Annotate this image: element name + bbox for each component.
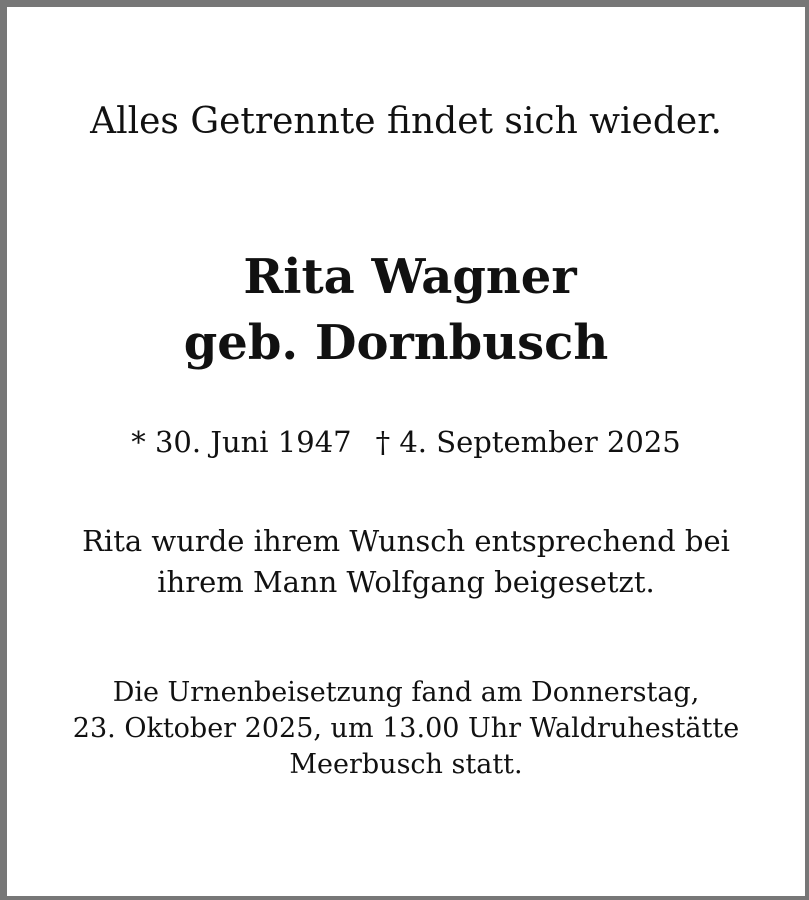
deceased-name: Rita Wagner — [243, 249, 577, 305]
burial-text-line-1: Rita wurde ihrem Wunsch entsprechend bei — [82, 524, 730, 558]
motto-text: Alles Getrennte findet sich wieder. — [90, 101, 722, 142]
life-dates — [7, 423, 805, 461]
urn-burial-line-2: 23. Oktober 2025, um 13.00 Uhr Waldruhestätte — [72, 713, 740, 744]
urn-burial-line-3: Meerbusch statt. — [289, 749, 523, 780]
urn-burial-line-1: Die Urnenbeisetzung fand am Donnerstag, — [112, 677, 700, 708]
burial-text-line-2: ihrem Mann Wolfgang beigesetzt. — [157, 565, 655, 599]
birth-name: geb. Dornbusch — [183, 315, 609, 371]
birth-date: * 30. Juni 1947 — [131, 425, 352, 459]
death-date: † 4. September 2025 — [375, 425, 681, 459]
